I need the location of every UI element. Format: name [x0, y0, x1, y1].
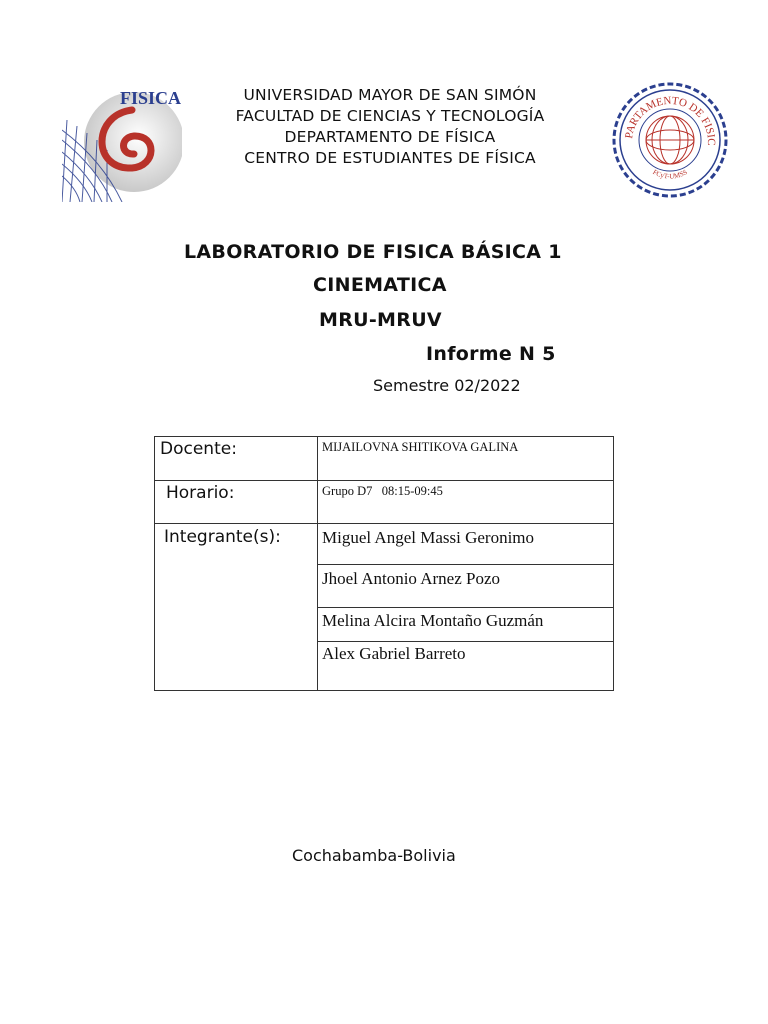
department-seal-bottom-text: FCyT-UMSS [651, 168, 689, 181]
horario-value-cell [318, 481, 614, 524]
table-row [155, 481, 614, 524]
docente-label: Docente: [160, 439, 237, 459]
docente-label-cell [155, 437, 318, 481]
fisica-logo-graphic [62, 80, 182, 202]
faculty-name: FACULTAD DE CIENCIAS Y TECNOLOGÍA [235, 107, 545, 125]
horario-label: Horario: [166, 483, 235, 503]
integrante-cell [318, 608, 614, 642]
department-name: DEPARTAMENTO DE FÍSICA [284, 128, 496, 146]
student-center-name: CENTRO DE ESTUDIANTES DE FÍSICA [244, 149, 536, 167]
horario-value: Grupo D7 08:15-09:45 [322, 484, 443, 498]
university-name: UNIVERSIDAD MAYOR DE SAN SIMÓN [243, 86, 537, 104]
info-table [154, 436, 614, 691]
integrantes-label: Integrante(s): [164, 527, 281, 547]
lab-title: LABORATORIO DE FISICA BÁSICA 1 [184, 241, 562, 263]
integrante-name: Miguel Angel Massi Geronimo [322, 528, 535, 547]
location: Cochabamba-Bolivia [292, 846, 456, 865]
integrante-cell [318, 565, 614, 608]
integrante-cell [318, 524, 614, 565]
integrante-name: Melina Alcira Montaño Guzmán [322, 611, 544, 630]
svg-text:FCyT-UMSS [651, 168, 688, 181]
department-seal [610, 78, 730, 203]
subtopic-title: MRU-MRUV [319, 309, 442, 331]
docente-value: MIJAILOVNA SHITIKOVA GALINA [322, 440, 519, 454]
department-seal-graphic [610, 78, 730, 203]
integrante-cell [318, 642, 614, 691]
integrante-name: Jhoel Antonio Arnez Pozo [322, 569, 501, 588]
table-row [155, 524, 614, 565]
integrante-name: Alex Gabriel Barreto [322, 644, 466, 663]
fisica-logo-text: FISICA [120, 88, 182, 108]
fisica-logo [62, 80, 182, 202]
report-title: Informe N 5 [426, 343, 556, 365]
department-seal-text: PARTAMENTO DE FISIC [623, 94, 718, 146]
topic-title: CINEMATICA [313, 274, 447, 296]
integrantes-label-cell [155, 524, 318, 691]
docente-value-cell [318, 437, 614, 481]
table-row [155, 437, 614, 481]
horario-label-cell [155, 481, 318, 524]
semester: Semestre 02/2022 [373, 376, 521, 395]
